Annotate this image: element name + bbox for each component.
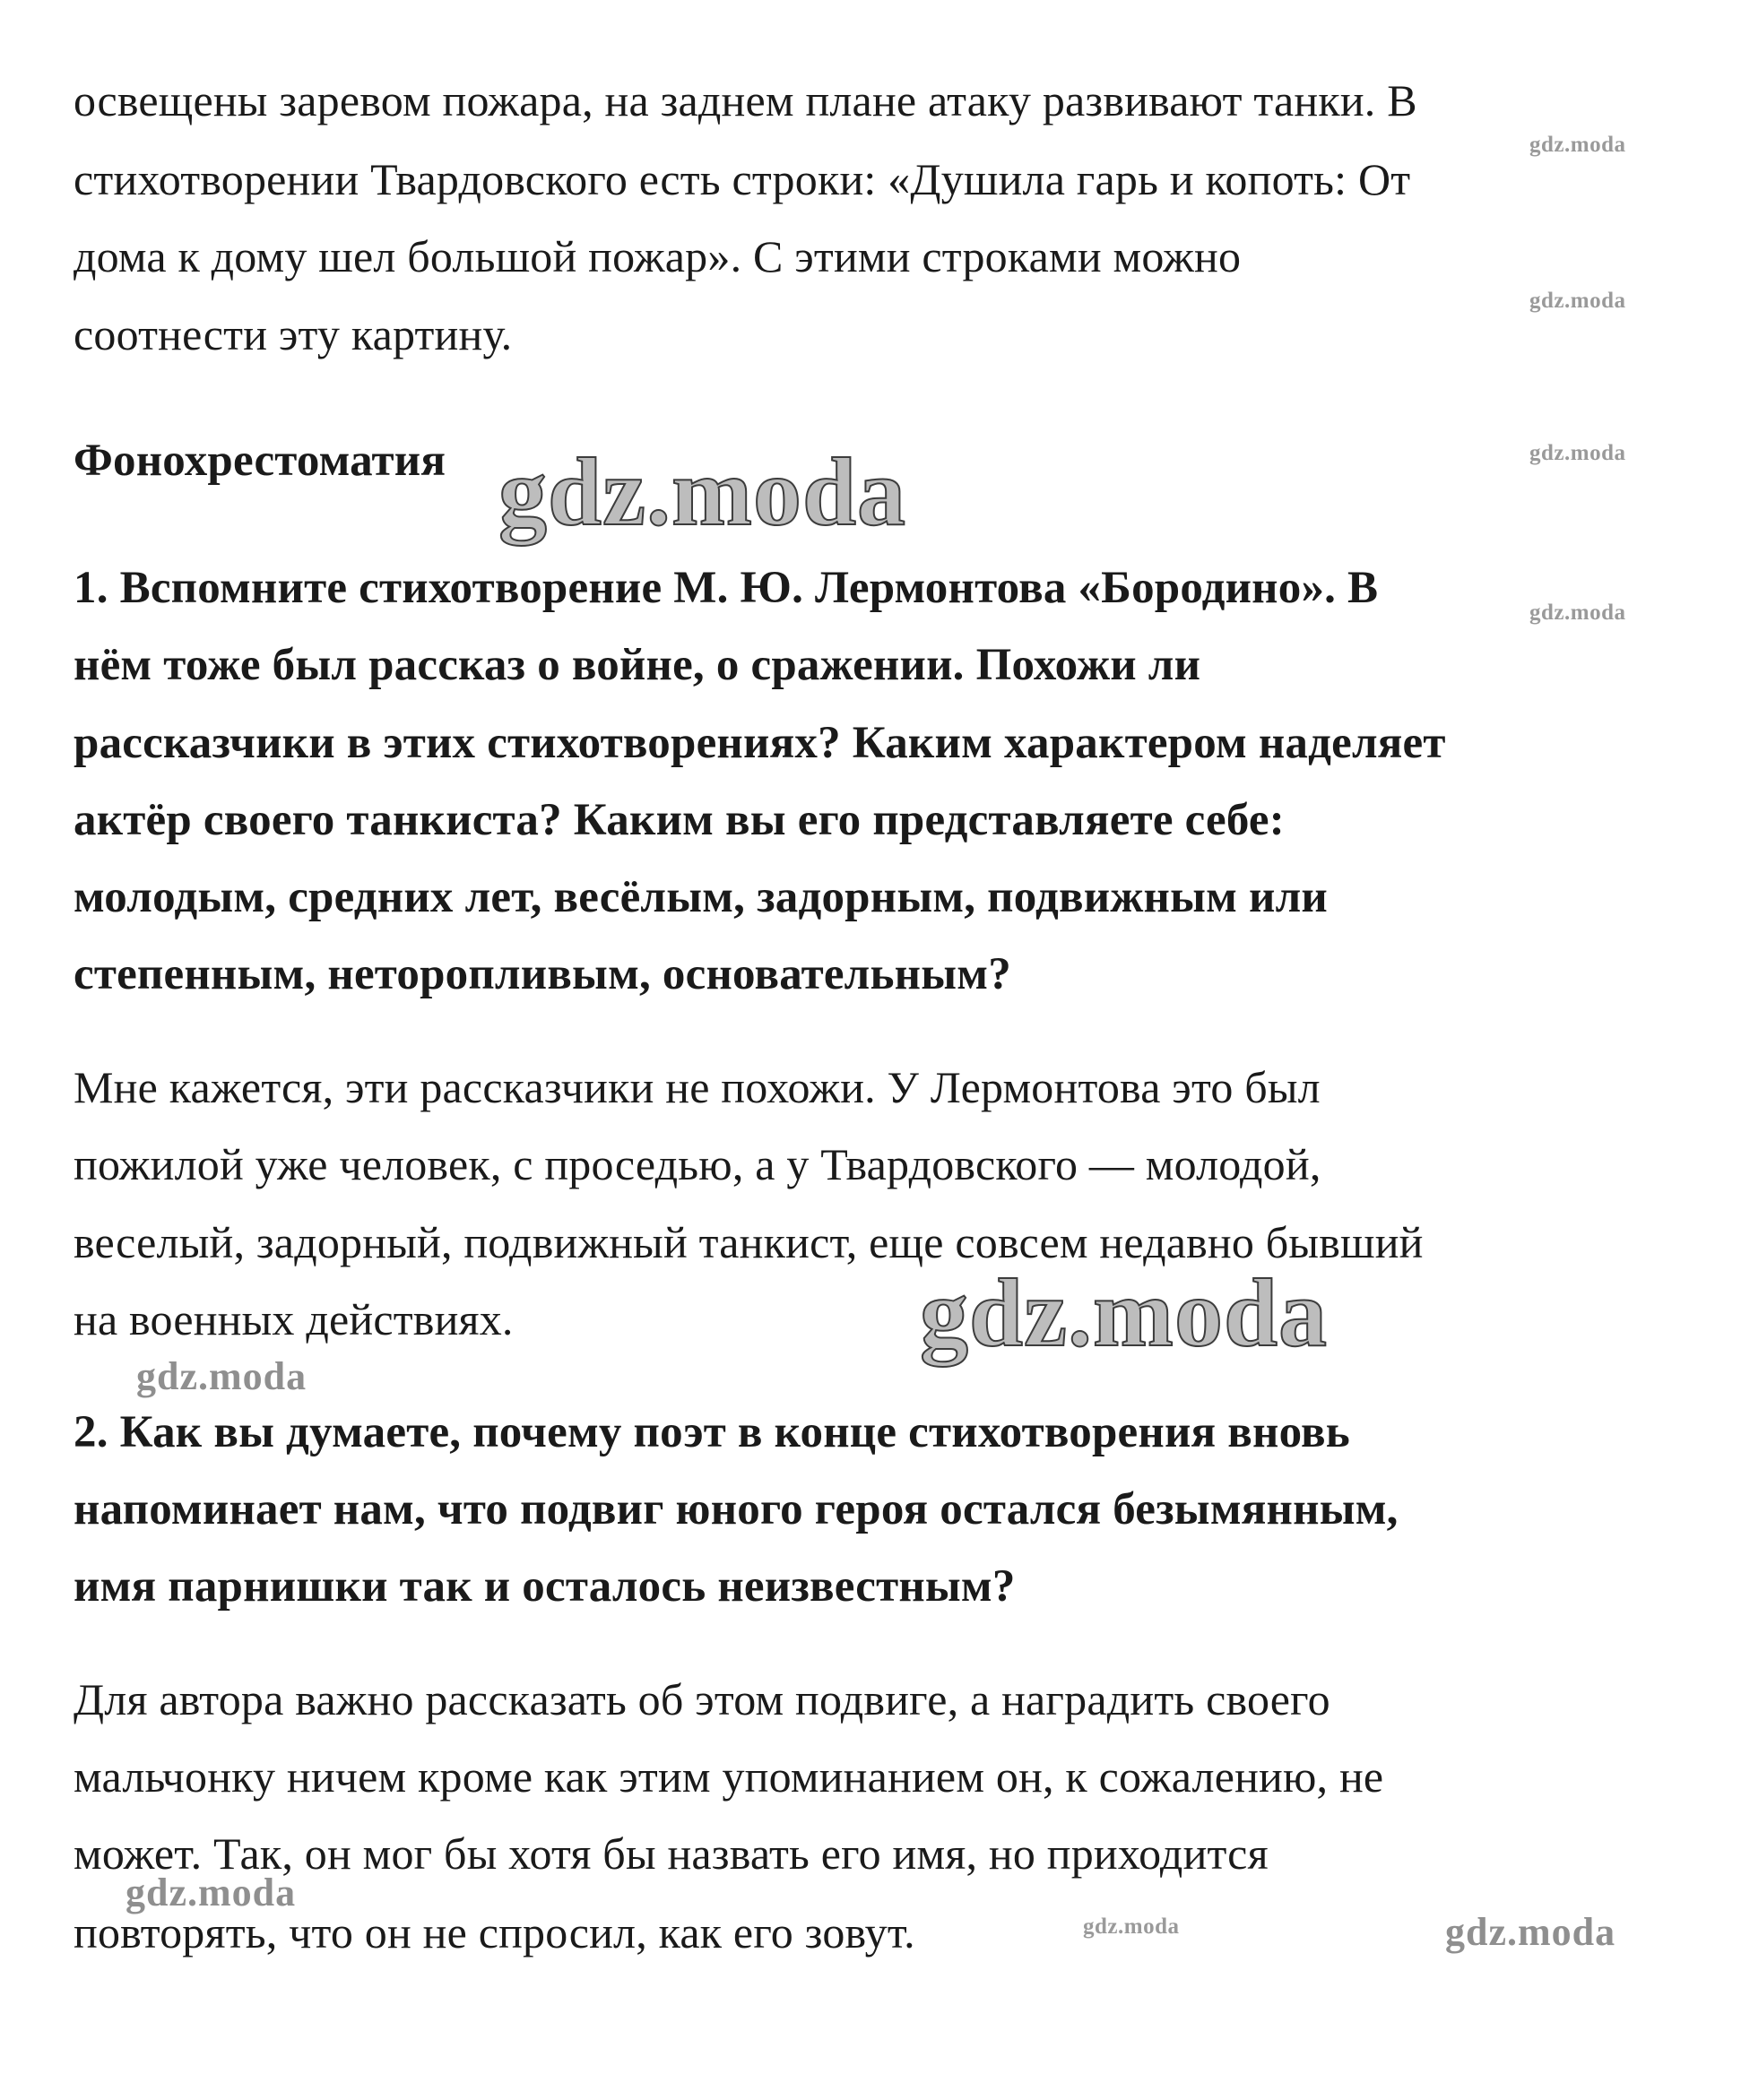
watermark-small: gdz.moda <box>1529 289 1626 313</box>
q2-line-1: 2. Как вы думаете, почему поэт в конце стихотворения вновь <box>74 1407 1350 1457</box>
a1-line-1: Мне кажется, эти рассказчики не похожи. У Лермонтова это был <box>74 1062 1321 1112</box>
watermark-large: gdz.moda <box>498 439 907 546</box>
q2-line-2: напоминает нам, что подвиг юного героя остался безымянным, <box>74 1484 1399 1534</box>
a1-line-2: пожилой уже человек, с проседью, а у Твардовского — молодой, <box>74 1139 1321 1189</box>
watermark-small: gdz.moda <box>1529 133 1626 157</box>
watermark-medium: gdz.moda <box>126 1871 297 1914</box>
q1-line-5: молодым, средних лет, весёлым, задорным, подвижным или <box>74 872 1328 922</box>
watermark-small: gdz.moda <box>1529 601 1626 625</box>
a1-line-3: веселый, задорный, подвижный танкист, еще совсем недавно бывший <box>74 1217 1424 1267</box>
intro-line-2: стихотворении Твардовского есть строки: «Душила гарь и копоть: От <box>74 154 1411 204</box>
q2-line-3: имя парнишки так и осталось неизвестным? <box>74 1561 1016 1612</box>
watermark-large: gdz.moda <box>920 1260 1329 1367</box>
a2-line-4: повторять, что он не спросил, как его зовут. <box>74 1907 915 1957</box>
section-title: Фонохрестоматия <box>74 436 446 486</box>
intro-line-4: соотнести эту картину. <box>74 309 513 359</box>
a2-line-2: мальчонку ничем кроме как этим упоминанием он, к сожалению, не <box>74 1751 1384 1802</box>
q1-line-3: рассказчики в этих стихотворениях? Каким характером наделяет <box>74 718 1446 768</box>
intro-line-3: дома к дому шел большой пожар». С этими строками можно <box>74 231 1242 281</box>
a1-line-4: на военных действиях. <box>74 1294 514 1344</box>
q1-line-6: степенным, неторопливым, основательным? <box>74 949 1011 999</box>
watermark-medium: gdz.moda <box>1445 1910 1616 1954</box>
q1-line-2: нём тоже был рассказ о войне, о сражении. Похожи ли <box>74 640 1201 690</box>
intro-line-1: освещены заревом пожара, на заднем плане атаку развивают танки. В <box>74 75 1417 125</box>
a2-line-3: может. Так, он мог бы хотя бы назвать его имя, но приходится <box>74 1828 1269 1879</box>
watermark-small: gdz.moda <box>1083 1914 1180 1939</box>
watermark-small: gdz.moda <box>1529 441 1626 465</box>
q1-line-4: актёр своего танкиста? Каким вы его представляете себе: <box>74 795 1285 845</box>
a2-line-1: Для автора важно рассказать об этом подвиге, а наградить своего <box>74 1674 1330 1724</box>
watermark-medium: gdz.moda <box>136 1354 307 1398</box>
q1-line-1: 1. Вспомните стихотворение М. Ю. Лермонтова «Бородино». В <box>74 563 1379 613</box>
